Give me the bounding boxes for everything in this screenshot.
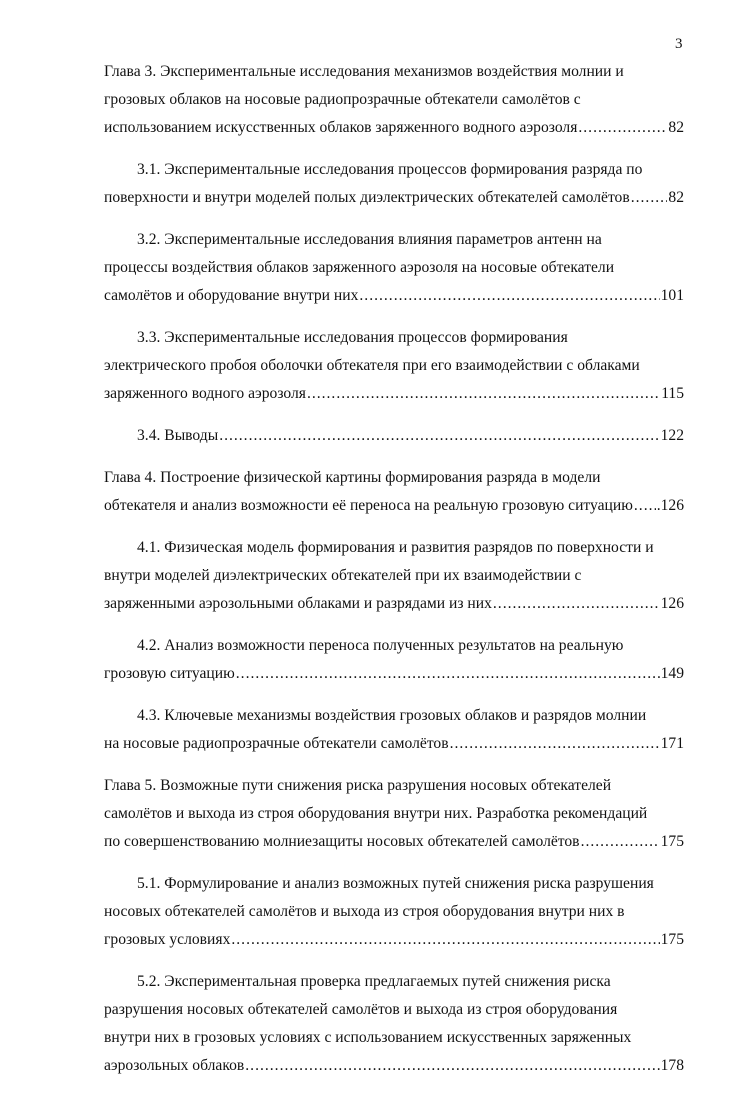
toc-line: Глава 3. Экспериментальные исследования механизмов воздействия молнии и [104,63,624,80]
toc-last-line [0,1052,684,1080]
toc-page-ref: .126 [656,497,684,514]
dot-leader [493,590,660,618]
toc-line: 5.1. Формулирование и анализ возможных путей снижения риска разрушения [137,875,654,892]
toc-line: использованием искусственных облаков заряженного водного аэрозоля [104,119,578,136]
toc-last-line [0,828,684,856]
toc-entry-section-5-1 [0,870,733,954]
dot-leader [450,730,660,758]
dot-leader [634,492,656,520]
toc-line: по совершенствованию молниезащиты носовых обтекателей самолётов [104,833,580,850]
toc-entry-chapter-4 [0,464,733,520]
toc-line: 3.2. Экспериментальные исследования влияния параметров антенн на [137,231,602,248]
toc-entry-section-3-1 [0,156,733,212]
toc-line: разрушения носовых обтекателей самолётов и выхода из строя оборудования [104,1001,618,1018]
dot-leader [578,114,667,142]
toc-line: заряженными аэрозольными облаками и разрядами из них [104,595,492,612]
toc-line: заряженного водного аэрозоля [104,385,306,402]
toc-entry-section-3-4 [0,422,733,450]
toc-page-ref: 115 [661,385,684,402]
dot-leader [236,660,660,688]
toc-page-ref: 126 [660,595,684,612]
toc-line: внутри них в грозовых условиях с использованием искусственных заряженных [104,1029,632,1046]
page-number: 3 [675,36,683,52]
dot-leader [245,1052,659,1080]
toc-page-ref: 82 [668,119,684,136]
toc-line: 3.1. Экспериментальные исследования процессов формирования разряда по [137,161,643,178]
toc-entry-section-4-2 [0,632,733,688]
toc-entry-section-4-1 [0,534,733,618]
toc-entry-chapter-5 [0,772,733,856]
toc-last-line [0,282,684,310]
toc-last-line [0,422,684,450]
toc-line: аэрозольных облаков [104,1057,245,1074]
toc-line: грозовую ситуацию [104,665,235,682]
toc-entry-section-5-2 [0,968,733,1080]
toc-page-ref: 175 [660,833,684,850]
toc-line: грозовых облаков на носовые радиопрозрачные обтекатели самолётов с [104,91,581,108]
toc-last-line [0,184,684,212]
dot-leader [231,926,659,954]
toc-line: поверхности и внутри моделей полых диэлектрических обтекателей самолётов [104,189,630,206]
toc-line: самолётов и выхода из строя оборудования внутри них. Разработка рекомендаций [104,805,648,822]
toc-last-line [0,492,684,520]
toc-last-line [0,590,684,618]
toc-line: 3.4. Выводы [137,427,219,444]
toc-entry-chapter-3 [0,58,733,142]
toc-line: процессы воздействия облаков заряженного аэрозоля на носовые обтекатели [104,259,615,276]
toc-line: обтекателя и анализ возможности её переноса на реальную грозовую ситуацию [104,497,633,514]
toc-line: самолётов и оборудование внутри них [104,287,359,304]
toc-page-ref: 82 [668,189,684,206]
toc-page-ref: 149 [660,665,684,682]
toc-line: электрического пробоя оболочки обтекателя при его взаимодействии с облаками [104,357,640,374]
toc-page-ref: 175 [660,931,684,948]
toc-page-ref: 171 [660,735,684,752]
toc-line: 4.1. Физическая модель формирования и развития разрядов по поверхности и [137,539,654,556]
toc-line: Глава 5. Возможные пути снижения риска разрушения носовых обтекателей [104,777,612,794]
toc-line: 4.2. Анализ возможности переноса полученных результатов на реальную [137,637,624,654]
toc-last-line [0,730,684,758]
toc-last-line [0,380,684,408]
toc-page-ref: 101 [660,287,684,304]
toc-last-line [0,114,684,142]
toc-line: носовых обтекателей самолётов и выхода из строя оборудования внутри них в [104,903,625,920]
toc-line: внутри моделей диэлектрических обтекателей при их взаимодействии с [104,567,582,584]
table-of-contents [0,58,733,1094]
dot-leader [219,422,659,450]
toc-entry-section-3-2 [0,226,733,310]
toc-page-ref: 122 [660,427,684,444]
toc-page-ref: 178 [660,1057,684,1074]
toc-last-line [0,926,684,954]
toc-line: 3.3. Экспериментальные исследования процессов формирования [137,329,568,346]
toc-entry-section-4-3 [0,702,733,758]
dot-leader [307,380,660,408]
dot-leader [631,184,668,212]
toc-entry-section-3-3 [0,324,733,408]
toc-line: на носовые радиопрозрачные обтекатели самолётов [104,735,449,752]
toc-line: грозовых условиях [104,931,231,948]
toc-line: Глава 4. Построение физической картины формирования разряда в модели [104,469,601,486]
toc-line: 4.3. Ключевые механизмы воздействия грозовых облаков и разрядов молнии [137,707,647,724]
toc-line: 5.2. Экспериментальная проверка предлагаемых путей снижения риска [137,973,611,990]
dot-leader [581,828,660,856]
toc-last-line [0,660,684,688]
dot-leader [359,282,659,310]
